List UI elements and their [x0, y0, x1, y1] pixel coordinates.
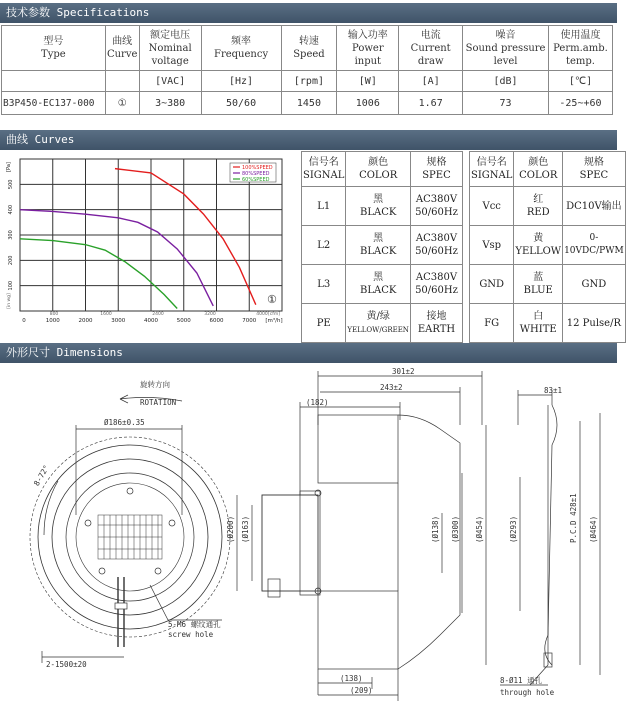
pcd-label: P.C.D 428±1 — [569, 493, 578, 543]
curve-marker: ① — [267, 293, 277, 306]
header-noise: 噪音 Sound pressure level — [463, 26, 549, 71]
header-speed: 转速 Speed — [281, 26, 337, 71]
legend-label: 60%SPEED — [242, 177, 270, 183]
color-vcc: 红 RED — [514, 187, 563, 226]
unit-cell: [rpm] — [281, 71, 337, 92]
specifications-table — [1, 25, 613, 115]
unit-cell — [105, 71, 139, 92]
signal-table-control — [469, 151, 626, 343]
color-l3: 黑 BLACK — [346, 265, 411, 304]
header-curve: 曲线 Curve — [105, 26, 139, 71]
value-noise: 73 — [463, 92, 549, 115]
width-243-label: 243±2 — [380, 383, 403, 392]
housing-bottom — [318, 591, 398, 669]
x-tick-label: 6000 — [209, 318, 224, 324]
signal-l2: L2 — [302, 226, 346, 265]
y-unit-right-label: [in wg] — [7, 293, 12, 309]
diameter-138-label: (Ø138) — [431, 515, 440, 543]
diameter-454-label: (Ø454) — [475, 515, 484, 543]
top-tick-label: 1600 — [100, 312, 112, 317]
depth-209-label: (209) — [350, 686, 373, 695]
diameter-163-label: (Ø163) — [241, 515, 250, 543]
color-l2: 黑 BLACK — [346, 226, 411, 265]
inlet-ring-view — [500, 386, 600, 697]
spec-l2: AC380V 50/60Hz — [410, 226, 462, 265]
dimension-drawing — [0, 365, 617, 707]
diameter-300-label: (Ø300) — [451, 515, 460, 543]
signal-gnd: GND — [470, 265, 514, 304]
curves-header: 曲线 Curves — [0, 130, 617, 150]
x-tick-label: 1000 — [45, 318, 60, 324]
signal-vsp: Vsp — [470, 226, 514, 265]
side-view — [226, 367, 486, 701]
motor-body — [262, 495, 318, 591]
header-current: 电流 Current draw — [399, 26, 463, 71]
screw-hole-label-cn: 5-M6 螺纹通孔 — [168, 620, 221, 629]
signal-l1: L1 — [302, 187, 346, 226]
legend-label: 100%SPEED — [242, 165, 273, 171]
header-type: 型号 Type — [2, 26, 106, 71]
color-pe: 黄/绿 YELLOW/GREEN — [346, 304, 411, 343]
rotation-label-en: ROTATION — [140, 398, 177, 407]
y-unit-label: [Pa] — [6, 162, 12, 172]
diameter-464-label: (Ø464) — [589, 515, 598, 543]
color-l1: 黑 BLACK — [346, 187, 411, 226]
unit-cell: [VAC] — [139, 71, 201, 92]
x-tick-label: 2000 — [78, 318, 93, 324]
x-tick-label: 0 — [22, 318, 26, 324]
specifications-header: 技术参数 Specifications — [0, 3, 617, 23]
x-tick-label: 5000 — [176, 318, 191, 324]
diameter-186-label: Ø186±0.35 — [104, 418, 145, 427]
unit-cell: [Hz] — [201, 71, 281, 92]
color-gnd: 蓝 BLUE — [514, 265, 563, 304]
unit-cell: [dB] — [463, 71, 549, 92]
ring-width-label: 83±1 — [544, 386, 563, 395]
cable-length-label: 2-1500±20 — [46, 660, 87, 669]
signal-fg: FG — [470, 304, 514, 343]
sig-header-signal: 信号名 SIGNAL — [470, 152, 514, 187]
value-speed: 1450 — [281, 92, 337, 115]
sig-header-spec: 规格 SPEC — [410, 152, 462, 187]
color-vsp: 黄 YELLOW — [514, 226, 563, 265]
value-current: 1.67 — [399, 92, 463, 115]
y-tick-label: 100 — [8, 280, 14, 291]
value-voltage: 3~380 — [139, 92, 201, 115]
dimensions-header: 外形尺寸 Dimensions — [0, 343, 617, 363]
header-frequency: 频率 Frequency — [201, 26, 281, 71]
screw-hole-label-en: screw hole — [168, 630, 214, 639]
header-temp: 使用温度 Perm.amb. temp. — [548, 26, 612, 71]
top-tick-label: 2400 — [152, 312, 164, 317]
inlet-ring-profile — [545, 405, 557, 665]
spec-fg: 12 Pulse/R — [563, 304, 626, 343]
x-tick-label: 3000 — [111, 318, 126, 324]
spec-vcc: DC10V输出 — [563, 187, 626, 226]
signal-pe: PE — [302, 304, 346, 343]
value-curve: ① — [105, 92, 139, 115]
y-tick-label: 400 — [8, 204, 14, 215]
legend-label: 80%SPEED — [242, 171, 270, 177]
sig-header-color: 颜色 COLOR — [514, 152, 563, 187]
sig-header-signal: 信号名 SIGNAL — [302, 152, 346, 187]
spec-l1: AC380V 50/60Hz — [410, 187, 462, 226]
front-view — [30, 379, 230, 669]
x-unit-label: [m³/h] — [265, 318, 283, 324]
through-hole-label-en: through hole — [500, 688, 555, 697]
angle-label: 8-72° — [31, 463, 52, 488]
y-tick-label: 500 — [8, 179, 14, 190]
spec-l3: AC380V 50/60Hz — [410, 265, 462, 304]
top-unit-label: [cfm] — [268, 312, 280, 317]
performance-chart — [2, 151, 297, 329]
top-tick-label: 3200 — [204, 312, 216, 317]
top-tick-label: 800 — [49, 312, 59, 317]
cable-gland — [268, 579, 280, 597]
motor-flange — [300, 491, 320, 595]
spec-pe: 接地 EARTH — [410, 304, 462, 343]
sig-header-color: 颜色 COLOR — [346, 152, 411, 187]
heatsink-fins — [98, 515, 162, 559]
diameter-200-label: (Ø200) — [226, 515, 235, 543]
y-tick-label: 200 — [8, 255, 14, 266]
top-tick-label: 4000 — [256, 312, 268, 317]
header-voltage: 额定电压 Nominal voltage — [139, 26, 201, 71]
unit-cell: [W] — [337, 71, 399, 92]
value-power: 1006 — [337, 92, 399, 115]
spec-gnd: GND — [563, 265, 626, 304]
through-hole-label-cn: 8-Ø11 通孔 — [500, 676, 543, 685]
value-temp: -25~+60 — [548, 92, 612, 115]
spec-vsp: 0-10VDC/PWM — [563, 226, 626, 265]
diameter-293-label: (Ø293) — [509, 515, 518, 543]
signal-l3: L3 — [302, 265, 346, 304]
y-tick-label: 300 — [8, 230, 14, 240]
unit-cell — [2, 71, 106, 92]
header-power: 输入功率 Power input — [337, 26, 399, 71]
x-tick-label: 4000 — [144, 318, 158, 324]
value-type: B3P450-EC137-000 — [2, 92, 106, 115]
width-182-label: (182) — [306, 398, 329, 407]
color-fg: 白 WHITE — [514, 304, 563, 343]
value-frequency: 50/60 — [201, 92, 281, 115]
housing-top — [318, 415, 398, 483]
unit-cell: [A] — [399, 71, 463, 92]
signal-table-power — [301, 151, 463, 343]
signal-vcc: Vcc — [470, 187, 514, 226]
depth-138-label: (138) — [340, 674, 363, 683]
unit-cell: [℃] — [548, 71, 612, 92]
sig-header-spec: 规格 SPEC — [563, 152, 626, 187]
x-tick-label: 7000 — [242, 318, 257, 324]
rotation-label-cn: 旋转方向 — [140, 380, 170, 389]
width-301-label: 301±2 — [392, 367, 415, 376]
